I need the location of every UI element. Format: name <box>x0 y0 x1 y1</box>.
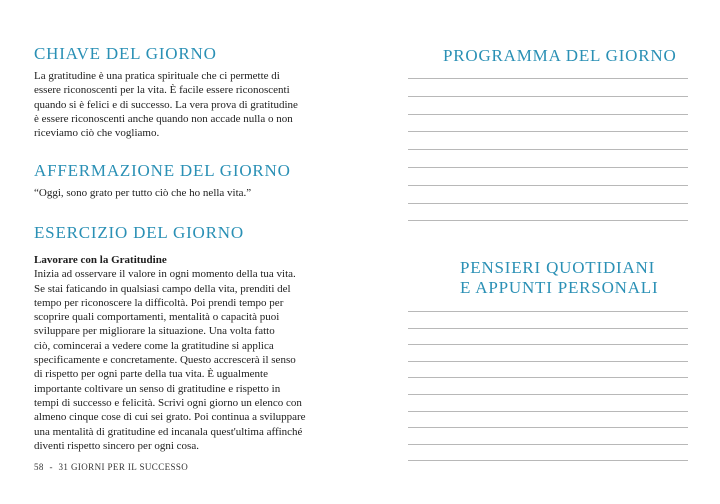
text-line: Inizia ad osservare il valore in ogni momento della tua vita. <box>34 268 296 281</box>
text-line: di rispetto per ogni parte della tua vita. È ugualmente <box>34 368 268 381</box>
writing-line <box>408 131 688 132</box>
affirmation-heading: AFFERMAZIONE DEL GIORNO <box>34 161 291 180</box>
text-line: Se stai faticando in qualsiasi campo della vita, prenditi del <box>34 282 291 295</box>
writing-line <box>408 96 688 97</box>
book-title: 31 GIORNI PER IL SUCCESSO <box>58 462 189 472</box>
writing-line <box>408 427 688 428</box>
writing-line <box>408 377 688 378</box>
writing-line <box>408 78 688 79</box>
exercise-text <box>34 253 334 453</box>
text-line: essere riconoscenti per la vita. È facile essere riconoscenti <box>34 84 290 97</box>
writing-line <box>408 460 688 461</box>
text-line: riceviamo ciò che vogliamo. <box>34 127 160 140</box>
notes-heading-line: PENSIERI QUOTIDIANI <box>460 258 656 277</box>
writing-line <box>408 149 688 150</box>
exercise-heading: ESERCIZIO DEL GIORNO <box>34 223 244 242</box>
footer-separator: - <box>49 462 53 472</box>
right-page <box>360 0 720 504</box>
text-line: sviluppare per migliorare la situazione. Una volta fatto <box>34 325 275 338</box>
writing-line <box>408 114 688 115</box>
text-line: diventi rispetto sincero per ogni cosa. <box>34 439 199 452</box>
writing-line <box>408 203 688 204</box>
writing-line <box>408 311 688 312</box>
text-line: specificamente e concretamente. Questo accrescerà il senso <box>34 354 296 367</box>
page-number: 58 <box>34 462 44 472</box>
text-line: è essere riconoscenti anche quando non accade nulla o non <box>34 112 293 125</box>
text-line: quando si è felici e di successo. La vera prova di gratitudine <box>34 98 298 111</box>
writing-line <box>408 344 688 345</box>
writing-line <box>408 167 688 168</box>
affirmation-text: “Oggi, sono grato per tutto ciò che ho nella vita.” <box>34 187 252 199</box>
writing-line <box>408 328 688 329</box>
key-of-day-heading: CHIAVE DEL GIORNO <box>34 44 217 63</box>
text-line: scoprire quali comportamenti, mentalità o capacità puoi <box>34 311 280 324</box>
text-line: tempo per riconoscere la difficoltà. Poi prendi tempo per <box>34 296 284 309</box>
writing-line <box>408 411 688 412</box>
page-footer <box>34 462 188 472</box>
program-heading: PROGRAMMA DEL GIORNO <box>443 46 677 65</box>
text-line: importante coltivare un senso di gratitudine e rispetto in <box>34 382 281 395</box>
key-of-day-text <box>34 69 334 140</box>
text-line: una mentalità di gratitudine ed incanala quest'ultima affinché <box>34 425 303 438</box>
writing-line <box>408 444 688 445</box>
writing-line <box>408 185 688 186</box>
notes-heading-line: E APPUNTI PERSONALI <box>460 278 659 297</box>
writing-line <box>408 361 688 362</box>
text-line: ciò, comincerai a vedere come la gratitudine si applica <box>34 339 274 352</box>
text-line: almeno cinque cose di cui sei grato. Poi continua a sviluppare <box>34 411 306 424</box>
notes-heading <box>460 258 658 298</box>
writing-line <box>408 220 688 221</box>
text-line: tempi di successo e felicità. Scrivi ogni giorno un elenco con <box>34 396 302 409</box>
text-line: La gratitudine è una pratica spirituale che ci permette di <box>34 70 280 82</box>
writing-line <box>408 394 688 395</box>
exercise-subtitle: Lavorare con la Gratitudine <box>34 254 167 266</box>
